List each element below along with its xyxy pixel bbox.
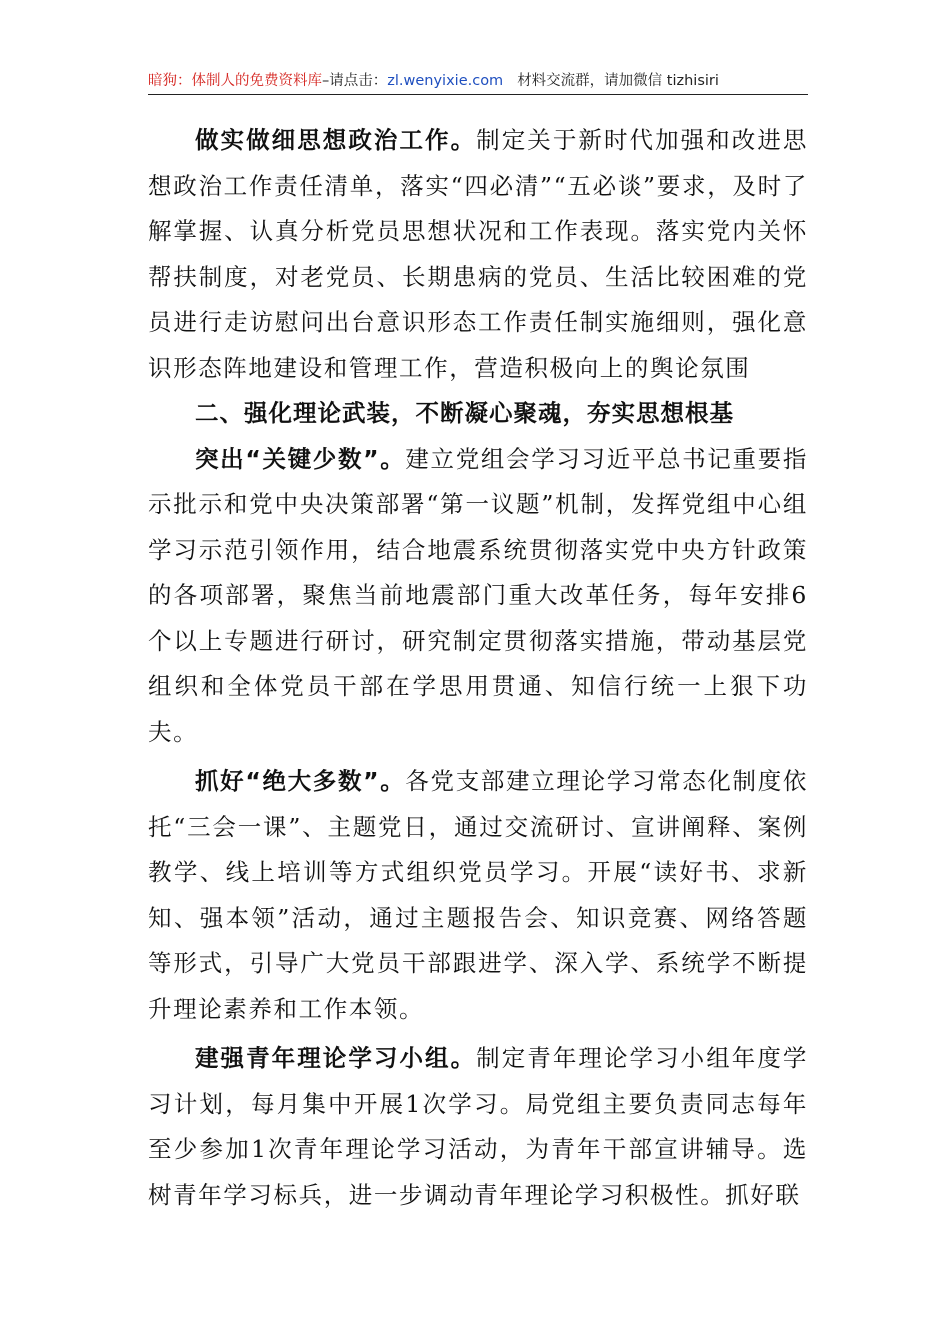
section-heading: 二、强化理论武装，不断凝心聚魂，夯实思想根基 <box>195 399 734 427</box>
paragraph-body: 建立党组会学习习近平总书记重要指示批示和党中央决策部署“第一议题”机制，发挥党组中心组学习示范引领作用，结合地震系统贯彻落实党中央方针政策的各项部署，聚焦当前地震部门重大改革任务，每年安排6个以上专题进行研讨，研究制定贯彻落实措施，带动基层党组织和全体党员干部在学思用贯通、知信行统一上狠下功夫。 <box>148 444 808 746</box>
header-click-prompt: –请点击： <box>322 73 388 89</box>
document-body <box>148 118 808 1218</box>
header-site-name: 暗狗：体制人的免费资料库 <box>148 73 322 89</box>
header-url-link[interactable]: zl.wenyixie.com <box>387 73 504 89</box>
paragraph-lead: 做实做细思想政治工作。 <box>195 126 477 154</box>
page-header <box>148 70 808 95</box>
paragraph-body: 各党支部建立理论学习常态化制度依托“三会一课”、主题党日，通过交流研讨、宣讲阐释、案例教学、线上培训等方式组织党员学习。开展“读好书、求新知、强本领”活动，通过主题报告会、知识竞赛、网络答题等形式，引导广大党员干部跟进学、深入学、系统学不断提升理论素养和工作本领。 <box>148 767 808 1023</box>
paragraph-key-minority <box>148 437 808 756</box>
paragraph-vast-majority <box>148 759 808 1032</box>
paragraph-ideological-work <box>148 118 808 391</box>
header-group-note: 材料交流群，请加微信 tizhisiri <box>517 73 719 89</box>
paragraph-body: 制定关于新时代加强和改进思想政治工作责任清单，落实“四必清”“五必谈”要求，及时了解掌握、认真分析党员思想状况和工作表现。落实党内关怀帮扶制度，对老党员、长期患病的党员、生活比较困难的党员进行走访慰问出台意识形态工作责任制实施细则，强化意识形态阵地建设和管理工作，营造积极向上的舆论氛围 <box>148 126 808 382</box>
paragraph-body: 制定青年理论学习小组年度学习计划，每月集中开展1次学习。局党组主要负责同志每年至少参加1次青年理论学习活动，为青年干部宣讲辅导。选树青年学习标兵，进一步调动青年理论学习积极性。抓好联 <box>148 1044 808 1209</box>
paragraph-lead: 建强青年理论学习小组。 <box>195 1044 477 1072</box>
paragraph-lead: 抓好“绝大多数”。 <box>195 767 406 795</box>
paragraph-lead: 突出“关键少数”。 <box>195 444 406 473</box>
paragraph-youth-group <box>148 1036 808 1218</box>
